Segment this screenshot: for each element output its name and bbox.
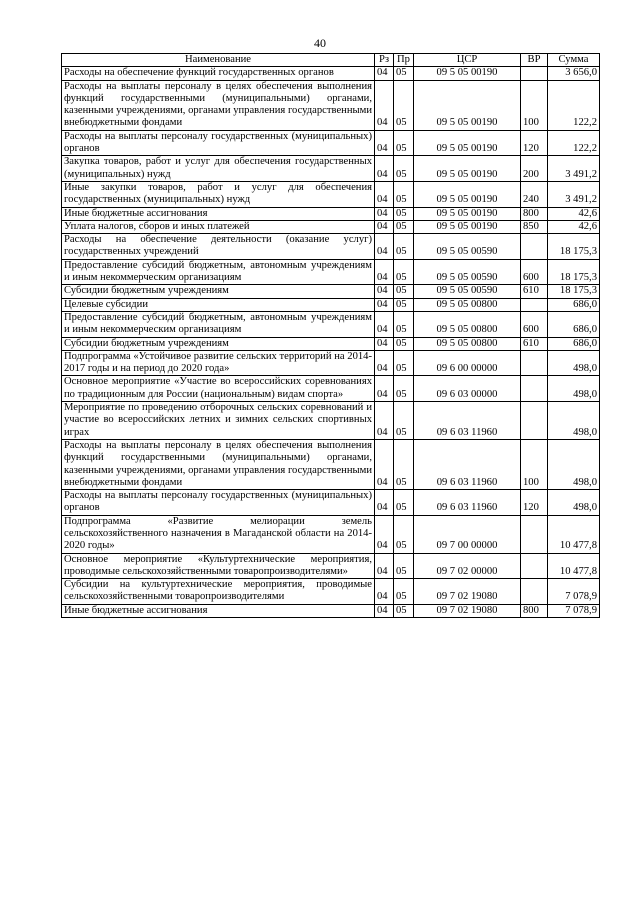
table-row (62, 439, 600, 489)
cell-csr: 09 6 03 11960 (414, 439, 521, 489)
cell-rz: 04 (375, 402, 394, 440)
cell-sum: 498,0 (548, 402, 600, 440)
cell-rz: 04 (375, 604, 394, 617)
header-rz: Рз (375, 54, 394, 67)
table-row (62, 130, 600, 156)
cell-name: Субсидии на культуртехнические мероприятия, проводимые сельскохозяйственными товаропроизводителями (62, 579, 375, 605)
cell-vr (521, 376, 548, 402)
table-row (62, 490, 600, 516)
cell-pr: 05 (394, 80, 414, 130)
cell-csr: 09 6 03 11960 (414, 490, 521, 516)
cell-name: Расходы на обеспечение деятельности (оказание услуг) государственных учреждений (62, 234, 375, 260)
table-row (62, 553, 600, 579)
cell-pr: 05 (394, 130, 414, 156)
cell-csr: 09 5 05 00590 (414, 234, 521, 260)
table-row (62, 515, 600, 553)
cell-sum: 3 491,2 (548, 181, 600, 207)
cell-vr (521, 515, 548, 553)
cell-name: Расходы на выплаты персоналу в целях обеспечения выполнения функций государственными (муниципальными) органами, казенными учреждениями, органами управления государственными внебюджетными фондами (62, 439, 375, 489)
cell-vr: 800 (521, 207, 548, 220)
cell-vr (521, 579, 548, 605)
cell-rz: 04 (375, 259, 394, 285)
cell-pr: 05 (394, 67, 414, 80)
cell-name: Субсидии бюджетным учреждениям (62, 285, 375, 298)
table-row (62, 337, 600, 350)
cell-vr: 100 (521, 439, 548, 489)
cell-rz: 04 (375, 130, 394, 156)
cell-pr: 05 (394, 298, 414, 311)
cell-name: Уплата налогов, сборов и иных платежей (62, 220, 375, 233)
cell-vr (521, 298, 548, 311)
cell-csr: 09 6 03 11960 (414, 402, 521, 440)
cell-vr: 800 (521, 604, 548, 617)
cell-rz: 04 (375, 515, 394, 553)
cell-csr: 09 7 00 00000 (414, 515, 521, 553)
cell-sum: 7 078,9 (548, 604, 600, 617)
table-row (62, 156, 600, 182)
table-row (62, 350, 600, 376)
header-sum: Сумма (548, 54, 600, 67)
cell-vr (521, 234, 548, 260)
header-name: Наименование (62, 54, 375, 67)
cell-name: Расходы на обеспечение функций государственных органов (62, 67, 375, 80)
cell-sum: 7 078,9 (548, 579, 600, 605)
cell-rz: 04 (375, 298, 394, 311)
table-row (62, 181, 600, 207)
cell-csr: 09 5 05 00190 (414, 181, 521, 207)
cell-sum: 18 175,3 (548, 285, 600, 298)
cell-pr: 05 (394, 156, 414, 182)
cell-sum: 3 491,2 (548, 156, 600, 182)
table-row (62, 220, 600, 233)
cell-vr: 240 (521, 181, 548, 207)
cell-rz: 04 (375, 67, 394, 80)
table-row (62, 234, 600, 260)
cell-name: Основное мероприятие «Культуртехнические мероприятия, проводимые сельскохозяйственными товаропроизводителями» (62, 553, 375, 579)
cell-vr (521, 553, 548, 579)
cell-pr: 05 (394, 579, 414, 605)
cell-csr: 09 5 05 00800 (414, 311, 521, 337)
cell-csr: 09 5 05 00190 (414, 220, 521, 233)
cell-vr (521, 350, 548, 376)
cell-vr: 610 (521, 285, 548, 298)
cell-csr: 09 5 05 00590 (414, 259, 521, 285)
cell-name: Расходы на выплаты персоналу в целях обеспечения выполнения функций государственными (муниципальными) органами, казенными учреждениями, органами управления государственными внебюджетными фондами (62, 80, 375, 130)
cell-name: Предоставление субсидий бюджетным, автономным учреждениям и иным некоммерческим организациям (62, 311, 375, 337)
cell-pr: 05 (394, 402, 414, 440)
cell-rz: 04 (375, 80, 394, 130)
cell-name: Иные бюджетные ассигнования (62, 604, 375, 617)
cell-vr: 200 (521, 156, 548, 182)
cell-name: Основное мероприятие «Участие во всероссийских соревнованиях по традиционным для России (национальным) видам спорта» (62, 376, 375, 402)
cell-csr: 09 6 00 00000 (414, 350, 521, 376)
cell-rz: 04 (375, 490, 394, 516)
cell-pr: 05 (394, 234, 414, 260)
cell-vr: 120 (521, 130, 548, 156)
cell-pr: 05 (394, 220, 414, 233)
page-number: 40 (314, 36, 326, 50)
table-row (62, 604, 600, 617)
cell-name: Иные закупки товаров, работ и услуг для обеспечения государственных (муниципальных) нужд (62, 181, 375, 207)
cell-sum: 42,6 (548, 207, 600, 220)
cell-vr: 610 (521, 337, 548, 350)
cell-rz: 04 (375, 311, 394, 337)
cell-vr (521, 67, 548, 80)
cell-sum: 122,2 (548, 80, 600, 130)
cell-name: Иные бюджетные ассигнования (62, 207, 375, 220)
table-row (62, 259, 600, 285)
cell-csr: 09 5 05 00590 (414, 285, 521, 298)
cell-rz: 04 (375, 207, 394, 220)
header-csr: ЦСР (414, 54, 521, 67)
cell-sum: 122,2 (548, 130, 600, 156)
cell-csr: 09 5 05 00190 (414, 207, 521, 220)
cell-name: Целевые субсидии (62, 298, 375, 311)
cell-name: Расходы на выплаты персоналу государственных (муниципальных) органов (62, 130, 375, 156)
cell-sum: 498,0 (548, 490, 600, 516)
cell-rz: 04 (375, 439, 394, 489)
cell-csr: 09 5 05 00190 (414, 80, 521, 130)
cell-sum: 18 175,3 (548, 259, 600, 285)
cell-csr: 09 7 02 19080 (414, 604, 521, 617)
cell-name: Закупка товаров, работ и услуг для обеспечения государственных (муниципальных) нужд (62, 156, 375, 182)
cell-sum: 3 656,0 (548, 67, 600, 80)
cell-sum: 10 477,8 (548, 553, 600, 579)
cell-rz: 04 (375, 156, 394, 182)
cell-rz: 04 (375, 337, 394, 350)
cell-pr: 05 (394, 490, 414, 516)
cell-sum: 18 175,3 (548, 234, 600, 260)
cell-pr: 05 (394, 515, 414, 553)
cell-pr: 05 (394, 376, 414, 402)
cell-csr: 09 5 05 00800 (414, 337, 521, 350)
cell-pr: 05 (394, 181, 414, 207)
cell-pr: 05 (394, 311, 414, 337)
cell-sum: 686,0 (548, 298, 600, 311)
cell-pr: 05 (394, 259, 414, 285)
table-row (62, 67, 600, 80)
cell-csr: 09 7 02 19080 (414, 579, 521, 605)
cell-vr: 850 (521, 220, 548, 233)
cell-csr: 09 5 05 00190 (414, 67, 521, 80)
cell-pr: 05 (394, 337, 414, 350)
cell-vr (521, 402, 548, 440)
table-row (62, 80, 600, 130)
table-row (62, 402, 600, 440)
cell-pr: 05 (394, 439, 414, 489)
cell-sum: 10 477,8 (548, 515, 600, 553)
cell-pr: 05 (394, 207, 414, 220)
table-row (62, 376, 600, 402)
cell-name: Расходы на выплаты персоналу государственных (муниципальных) органов (62, 490, 375, 516)
cell-csr: 09 7 02 00000 (414, 553, 521, 579)
cell-csr: 09 5 05 00190 (414, 156, 521, 182)
cell-vr: 600 (521, 259, 548, 285)
table-row (62, 207, 600, 220)
cell-rz: 04 (375, 285, 394, 298)
table-row (62, 298, 600, 311)
table-row (62, 579, 600, 605)
cell-rz: 04 (375, 181, 394, 207)
cell-pr: 05 (394, 350, 414, 376)
cell-sum: 686,0 (548, 311, 600, 337)
cell-vr: 100 (521, 80, 548, 130)
cell-rz: 04 (375, 350, 394, 376)
cell-sum: 498,0 (548, 376, 600, 402)
cell-sum: 686,0 (548, 337, 600, 350)
cell-vr: 120 (521, 490, 548, 516)
cell-csr: 09 6 03 00000 (414, 376, 521, 402)
cell-pr: 05 (394, 604, 414, 617)
cell-name: Субсидии бюджетным учреждениям (62, 337, 375, 350)
table-row (62, 311, 600, 337)
table-row (62, 285, 600, 298)
cell-rz: 04 (375, 376, 394, 402)
cell-rz: 04 (375, 234, 394, 260)
cell-name: Предоставление субсидий бюджетным, автономным учреждениям и иным некоммерческим организациям (62, 259, 375, 285)
cell-csr: 09 5 05 00800 (414, 298, 521, 311)
cell-pr: 05 (394, 285, 414, 298)
table-header-row (62, 54, 600, 67)
cell-csr: 09 5 05 00190 (414, 130, 521, 156)
header-pr: Пр (394, 54, 414, 67)
header-vr: ВР (521, 54, 548, 67)
cell-sum: 498,0 (548, 350, 600, 376)
cell-name: Подпрограмма «Развитие мелиорации земель сельскохозяйственного назначения в Магаданской области на 2014-2020 годы» (62, 515, 375, 553)
cell-rz: 04 (375, 220, 394, 233)
cell-sum: 42,6 (548, 220, 600, 233)
cell-name: Подпрограмма «Устойчивое развитие сельских территорий на 2014-2017 годы и на период до 2020 года» (62, 350, 375, 376)
budget-table (61, 53, 600, 618)
cell-vr: 600 (521, 311, 548, 337)
cell-rz: 04 (375, 579, 394, 605)
cell-name: Мероприятие по проведению отборочных сельских соревнований и участие во всероссийских летних и зимних сельских спортивных играх (62, 402, 375, 440)
cell-sum: 498,0 (548, 439, 600, 489)
cell-pr: 05 (394, 553, 414, 579)
cell-rz: 04 (375, 553, 394, 579)
